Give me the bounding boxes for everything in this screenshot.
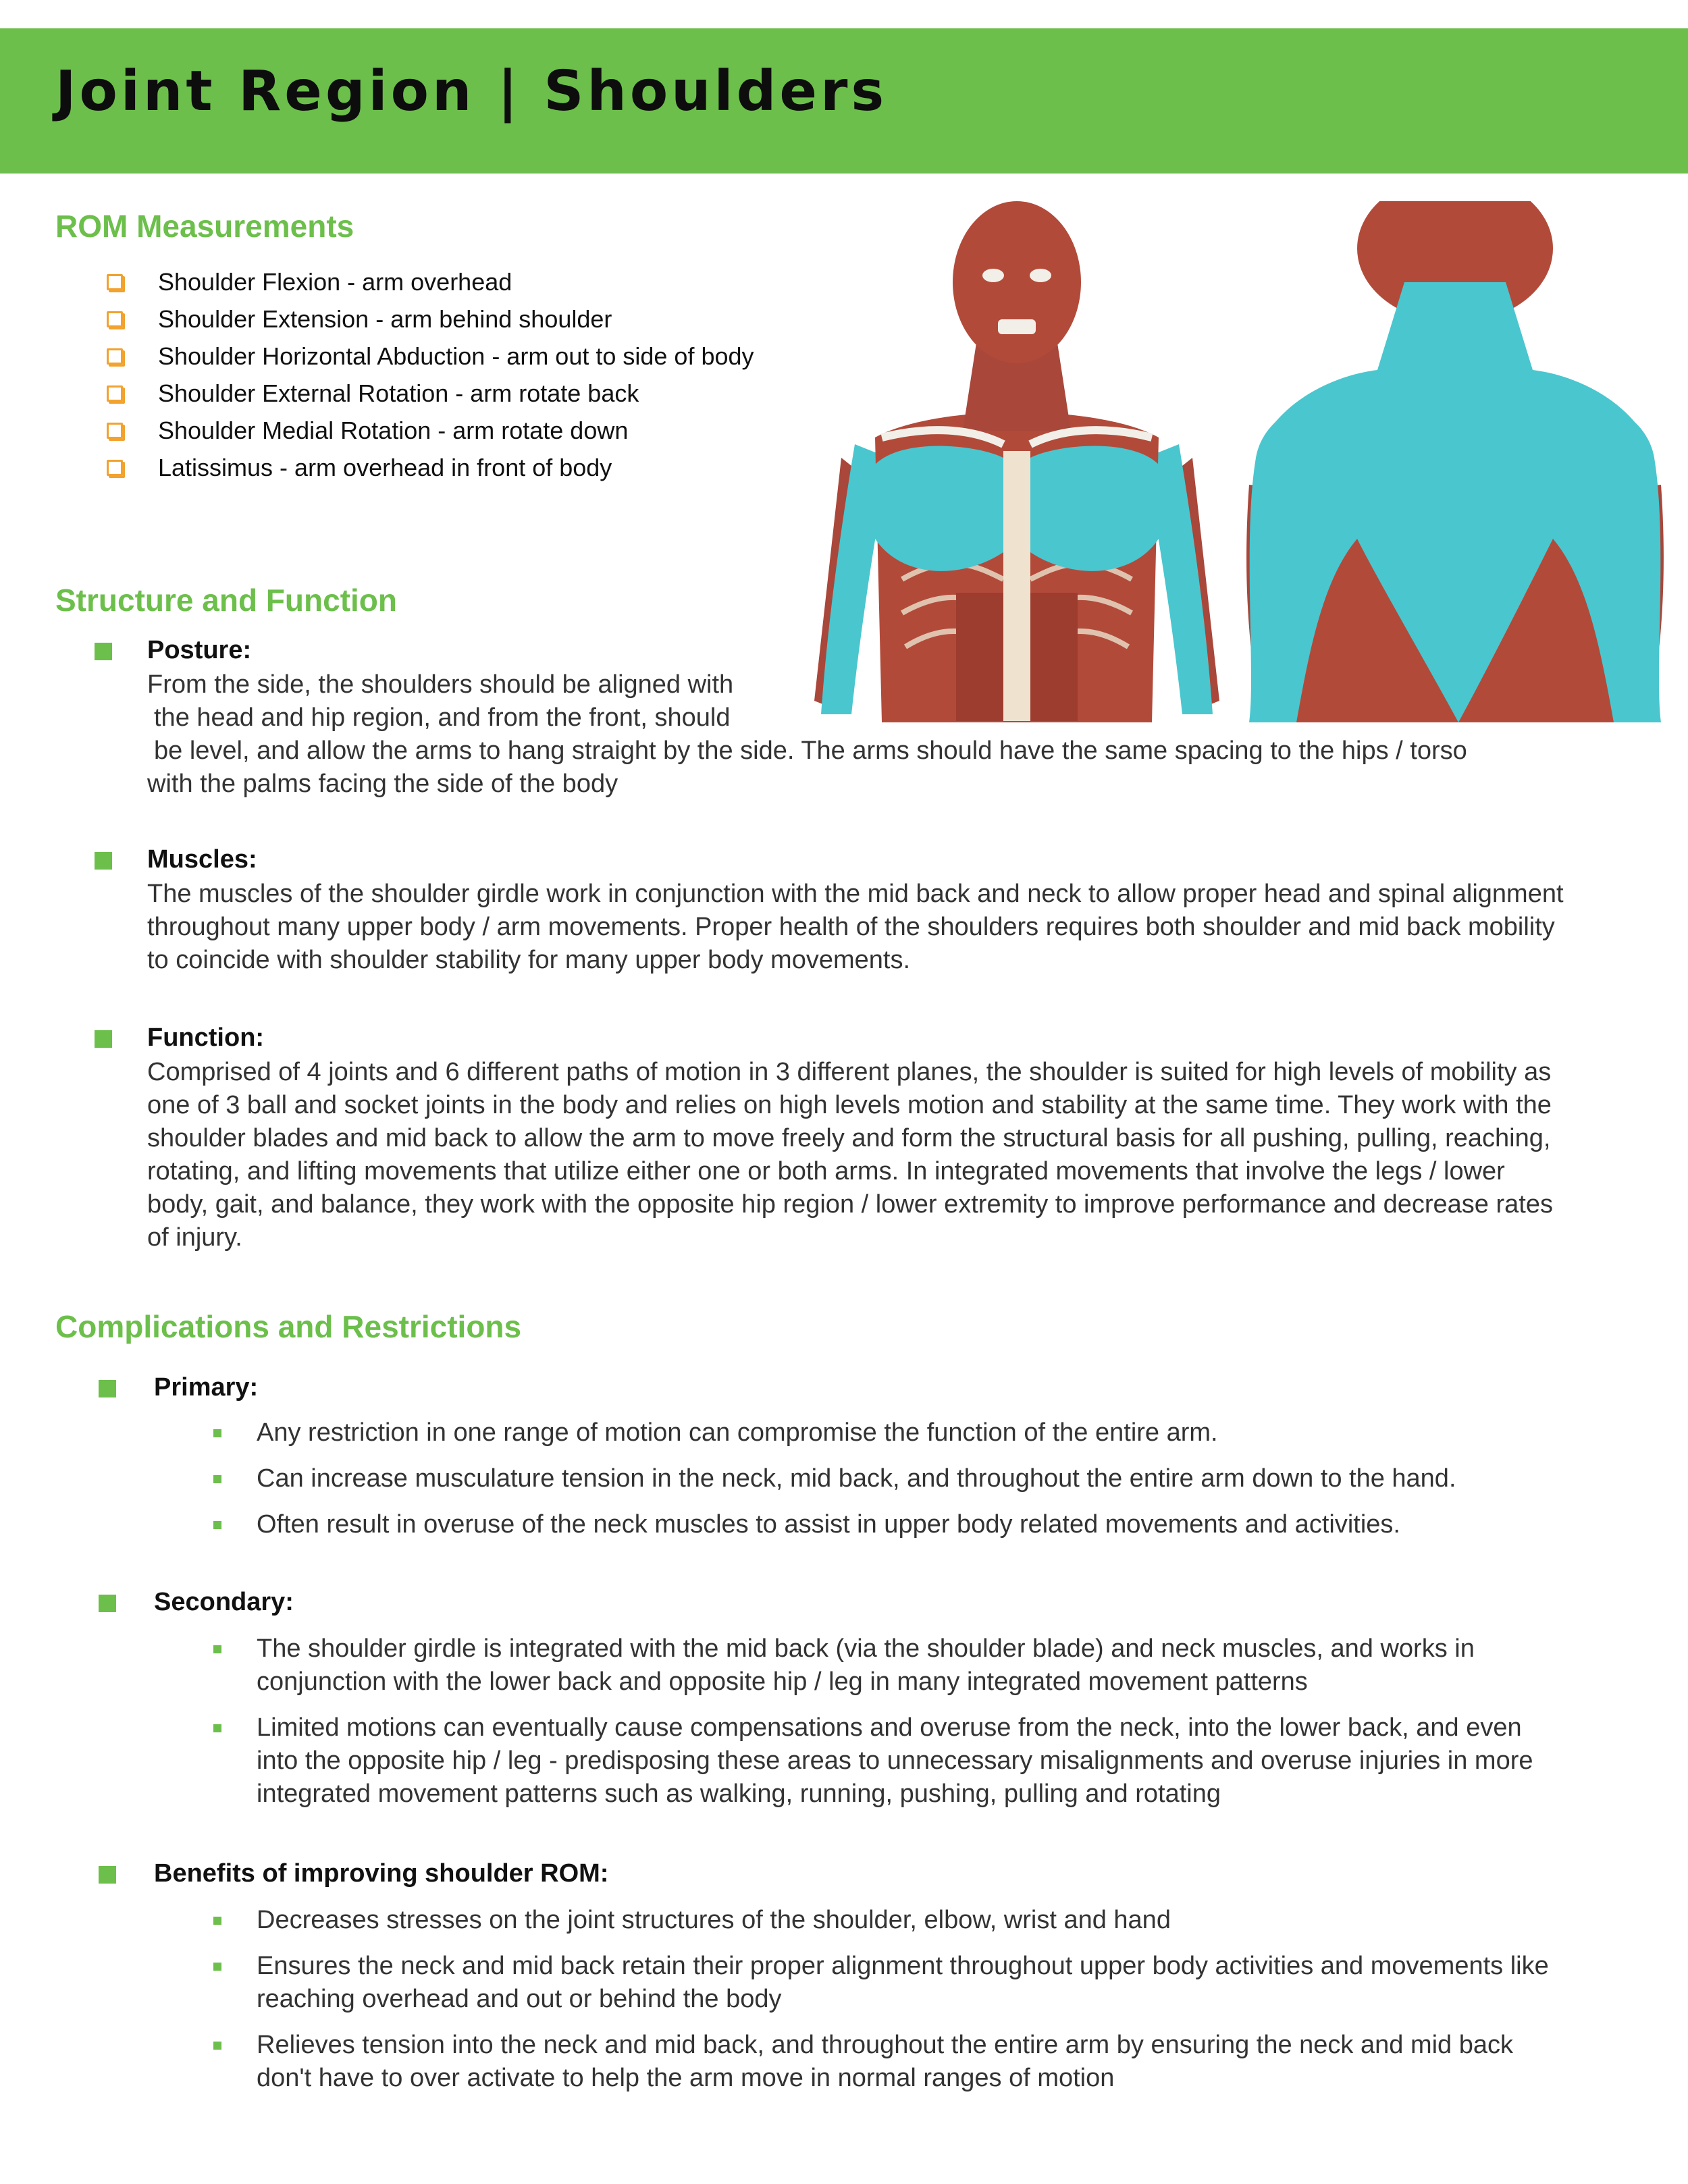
checkbox-icon <box>107 460 123 476</box>
abdominal-right <box>1030 593 1078 721</box>
checkbox-icon <box>107 385 123 402</box>
secondary-list <box>213 1632 1564 1823</box>
rom-item: Shoulder Extension - arm behind shoulder <box>107 300 754 338</box>
posture-line-2: the head and hip region, and from the front, should <box>154 703 731 732</box>
rom-item: Latissimus - arm overhead in front of body <box>107 449 754 486</box>
square-bullet-icon <box>95 852 112 870</box>
rom-item: Shoulder External Rotation - arm rotate back <box>107 375 754 412</box>
rom-item: Shoulder Flexion - arm overhead <box>107 263 754 300</box>
checkbox-icon <box>107 274 123 290</box>
rom-section-title: ROM Measurements <box>55 209 354 244</box>
abdominal-left <box>956 593 1003 721</box>
list-item: Often result in overuse of the neck muscles to assist in upper body related movements and activities. <box>213 1508 1564 1541</box>
square-bullet-icon <box>95 643 112 660</box>
list-item: The shoulder girdle is integrated with the mid back (via the shoulder blade) and neck muscles, and works in conjunction with the lower back and opposite hip / leg in many integrated movement patterns <box>213 1632 1564 1699</box>
posture-line-1: From the side, the shoulders should be aligned with <box>147 670 734 699</box>
list-item: Can increase musculature tension in the neck, mid back, and throughout the entire arm down to the hand. <box>213 1462 1564 1495</box>
secondary-label: Secondary: <box>154 1588 294 1616</box>
checkbox-icon <box>107 311 123 327</box>
anatomy-front-illustration <box>801 201 1233 722</box>
list-item: Ensures the neck and mid back retain their proper alignment throughout upper body activities and movements like reaching overhead and out or behind the body <box>213 1950 1564 2016</box>
checkbox-icon <box>107 423 123 439</box>
bullet-icon <box>213 1429 221 1437</box>
rom-item: Shoulder Horizontal Abduction - arm out to side of body <box>107 338 754 375</box>
square-bullet-icon <box>99 1866 116 1884</box>
sternum <box>1003 451 1030 721</box>
right-pectoral-highlight <box>1030 446 1159 571</box>
complications-section-title: Complications and Restrictions <box>55 1309 522 1344</box>
muscles-text: The muscles of the shoulder girdle work in conjunction with the mid back and neck to allow proper head and spinal alignment throughout many upper body / arm movements. Proper health of the shoulders requires both shoulder and mid back mobility to coincide with shoulder stability for many upper body movements. <box>147 880 1564 974</box>
bullet-icon <box>213 2042 221 2050</box>
function-text: Comprised of 4 joints and 6 different paths of motion in 3 different planes, the shoulder is suited for high levels of mobility as one of 3 ball and socket joints in the body and relies on high levels motion and stability at the same time. They work with the shoulder blades and mid back to allow the arm to move freely and form the structural basis for all pushing, pulling, reaching, rotating, and lifting movements that utilize either one or both arms. In integrated movements that involve the legs / lower body, gait, and balance, they work with the opposite hip region / lower extremity to improve performance and decrease rates of injury. <box>147 1058 1553 1252</box>
left-pectoral-highlight <box>875 446 1003 571</box>
checkbox-icon <box>107 348 123 365</box>
primary-list <box>213 1416 1564 1554</box>
function-label: Function: <box>147 1023 265 1052</box>
structure-section-title: Structure and Function <box>55 583 397 618</box>
muscles-label: Muscles: <box>147 845 257 874</box>
list-item: Any restriction in one range of motion can compromise the function of the entire arm. <box>213 1416 1564 1449</box>
page-title: Joint Region | Shoulders <box>55 59 888 124</box>
posture-label: Posture: <box>147 636 252 664</box>
teeth <box>998 319 1036 334</box>
bullet-icon <box>213 1521 221 1529</box>
eye-left <box>982 269 1004 282</box>
rom-list <box>107 263 754 486</box>
primary-label: Primary: <box>154 1373 259 1402</box>
list-item: Limited motions can eventually cause compensations and overuse from the neck, into the lower back, and even into the opposite hip / leg - predisposing these areas to unnecessary misalignments and overuse injuries in more integrated movement patterns such as walking, running, pushing, pulling and rotating <box>213 1711 1564 1811</box>
posture-line-3: be level, and allow the arms to hang straight by the side. The arms should have the same spacing to the hips / torso <box>154 737 1467 765</box>
benefits-list <box>213 1904 1564 2108</box>
eye-right <box>1030 269 1051 282</box>
bullet-icon <box>213 1475 221 1483</box>
bullet-icon <box>213 1917 221 1925</box>
bullet-icon <box>213 1645 221 1653</box>
bullet-icon <box>213 1963 221 1971</box>
benefits-label: Benefits of improving shoulder ROM: <box>154 1859 609 1888</box>
square-bullet-icon <box>99 1595 116 1612</box>
rom-item: Shoulder Medial Rotation - arm rotate down <box>107 412 754 449</box>
square-bullet-icon <box>99 1380 116 1397</box>
anatomy-back-illustration <box>1236 201 1674 722</box>
list-item: Relieves tension into the neck and mid back, and throughout the entire arm by ensuring the neck and mid back don't have to over activate to help the arm move in normal ranges of motion <box>213 2029 1564 2095</box>
list-item: Decreases stresses on the joint structures of the shoulder, elbow, wrist and hand <box>213 1904 1564 1937</box>
head <box>953 201 1081 363</box>
bullet-icon <box>213 1724 221 1732</box>
posture-line-4: with the palms facing the side of the body <box>147 770 618 798</box>
square-bullet-icon <box>95 1030 112 1048</box>
